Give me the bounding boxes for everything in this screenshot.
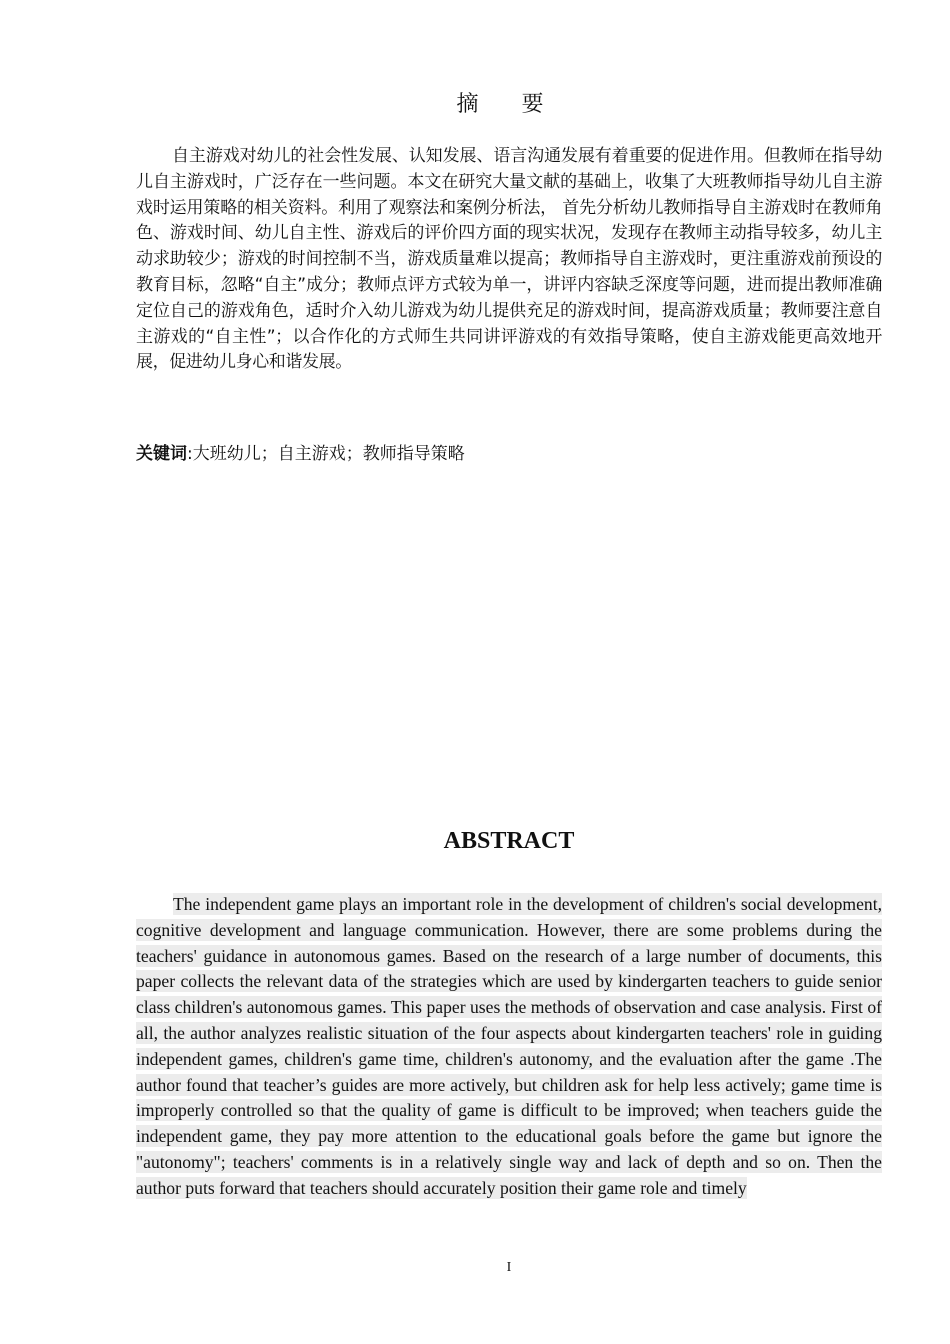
chinese-abstract-body: 自主游戏对幼儿的社会性发展、认知发展、语言沟通发展有着重要的促进作用。但教师在指导幼儿自主游戏时，广泛存在一些问题。本文在研究大量文献的基础上，收集了大班教师指导幼儿自主游戏时运用策略的相关资料。利用了观察法和案例分析法， 首先分析幼儿教师指导自主游戏时在教师角色、游戏时间、幼儿自主性、游戏后的评价四方面的现实状况，发现存在教师主动指导较多，幼儿主动求助较少；游戏的时间控制不当，游戏质量难以提高；教师指导自主游戏时，更注重游戏前预设的教育目标，忽略“自主”成分；教师点评方式较为单一，讲评内容缺乏深度等问题，进而提出教师准确定位自己的游戏角色，适时介入幼儿游戏为幼儿提供充足的游戏时间，提高游戏质量；教师要注意自主游戏的“自主性”；以合作化的方式师生共同讲评游戏的有效指导策略，使自主游戏能更高效地开展，促进幼儿身心和谐发展。 — [136, 146, 882, 373]
keywords-text: :大班幼儿；自主游戏；教师指导策略 — [187, 444, 465, 464]
english-abstract-title: ABSTRACT — [443, 828, 575, 854]
chinese-abstract-title: 摘 要 — [456, 92, 562, 117]
page-number: I — [506, 1260, 512, 1275]
chinese-keywords — [136, 441, 882, 467]
english-abstract-body — [136, 892, 882, 1202]
english-abstract-text: The independent game plays an important role in the development of children's social development, cognitive development and language communication. However, there are some problems during the teachers' guidance in autonomous games. Based on the research of a large number of documents, this paper collects the relevant data of the strategies which are used by kindergarten teachers to guide senior class children's autonomous games. This paper uses the methods of observation and case analysis. First of all, the author analyzes realistic situation of the four aspects about kindergarten teachers' role in guiding independent games, children's game time, children's autonomy, and the evaluation after the game .The author found that teacher’s guides are more actively, but children ask for help less actively; game time is improperly controlled so that the quality of game is difficult to be improved; when teachers guide the independent game, they pay more attention to the educational goals before the game but ignore the "autonomy"; teachers' comments is in a relatively single way and lack of depth and so on. Then the author puts forward that teachers should accurately position their game role and timely — [136, 894, 882, 1198]
keywords-label: 关键词 — [136, 444, 187, 464]
